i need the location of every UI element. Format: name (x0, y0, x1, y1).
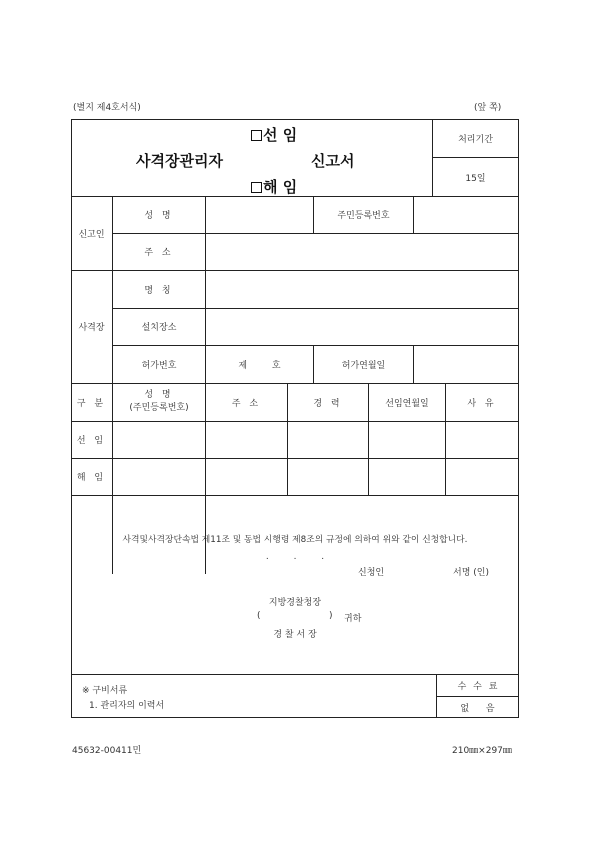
recipient-line3: 경 찰 서 장 (273, 629, 317, 640)
reporter-rrn-field[interactable] (414, 197, 518, 233)
permit-number-field[interactable]: 제 호 (238, 360, 281, 371)
reporter-name-field[interactable] (206, 197, 313, 233)
form-code: 45632-00411민 (72, 746, 142, 756)
signature-label: 서명 (인) (453, 568, 489, 578)
col-name-header-line2: (주민등록번호) (129, 403, 189, 413)
dismiss-label: 해 임 (263, 178, 298, 196)
page-side-label: (앞 쪽) (474, 103, 502, 113)
reporter-name-label: 성 명 (144, 211, 174, 221)
reporter-rrn-label: 주민등록번호 (337, 211, 390, 221)
permit-date-label: 허가연월일 (341, 360, 386, 371)
range-location-label: 설치장소 (141, 323, 177, 333)
dismiss-checkbox[interactable] (251, 182, 262, 193)
fee-label: 수 수 료 (457, 681, 498, 692)
row-appoint-label: 선 임 (76, 436, 107, 446)
declaration-text: 사격및사격장단속법 제11조 및 동법 시행령 제8조의 규정에 의하여 위와 같이 신청합니다. (122, 534, 468, 545)
recipient-line1: 지방경찰청장 (268, 597, 322, 608)
range-name-field[interactable] (206, 271, 518, 308)
declaration-date: . . . (265, 552, 325, 562)
option-dismiss[interactable] (251, 176, 297, 197)
applicant-label: 신청인 (358, 568, 385, 578)
permit-date-field[interactable] (414, 346, 518, 383)
reporter-address-field[interactable] (206, 234, 518, 270)
col-type-header: 구 분 (76, 398, 107, 409)
required-docs-heading: ※ 구비서류 (82, 686, 128, 696)
appoint-checkbox[interactable] (251, 130, 262, 141)
range-section-label: 사격장 (78, 323, 105, 333)
reporter-address-label: 주 소 (144, 248, 174, 258)
form-title-main: 사격장관리자 (136, 152, 223, 170)
col-name-header (113, 383, 205, 421)
col-date-header: 선임연월일 (385, 398, 429, 409)
range-name-label: 명 칭 (144, 285, 174, 296)
col-career-header: 경 력 (313, 398, 343, 409)
range-location-field[interactable] (206, 309, 518, 345)
recipient-paren-open: ( (257, 611, 261, 621)
option-appoint[interactable] (251, 124, 297, 145)
col-reason-header: 사 유 (467, 398, 497, 409)
processing-period-value: 15일 (465, 173, 486, 184)
fee-value: 없 음 (460, 703, 495, 714)
col-name-header-line1: 성 명 (144, 390, 174, 400)
row-dismiss-label: 해 임 (76, 473, 107, 483)
report-form (71, 119, 519, 718)
reporter-section-label: 신고인 (78, 229, 105, 240)
permit-number-label: 허가번호 (141, 360, 177, 371)
appoint-label: 선 임 (263, 126, 298, 144)
form-title-suffix: 신고서 (311, 152, 355, 170)
required-doc-item-1: 1. 관리자의 이력서 (89, 701, 165, 711)
recipient-paren-close: ) (329, 611, 333, 621)
recipient-suffix: 귀하 (344, 614, 362, 624)
paper-size: 210㎜×297㎜ (452, 746, 512, 756)
col-address-header: 주 소 (231, 398, 262, 409)
form-number: (별지 제4호서식) (73, 103, 141, 113)
processing-period-label: 처리기간 (458, 134, 493, 145)
